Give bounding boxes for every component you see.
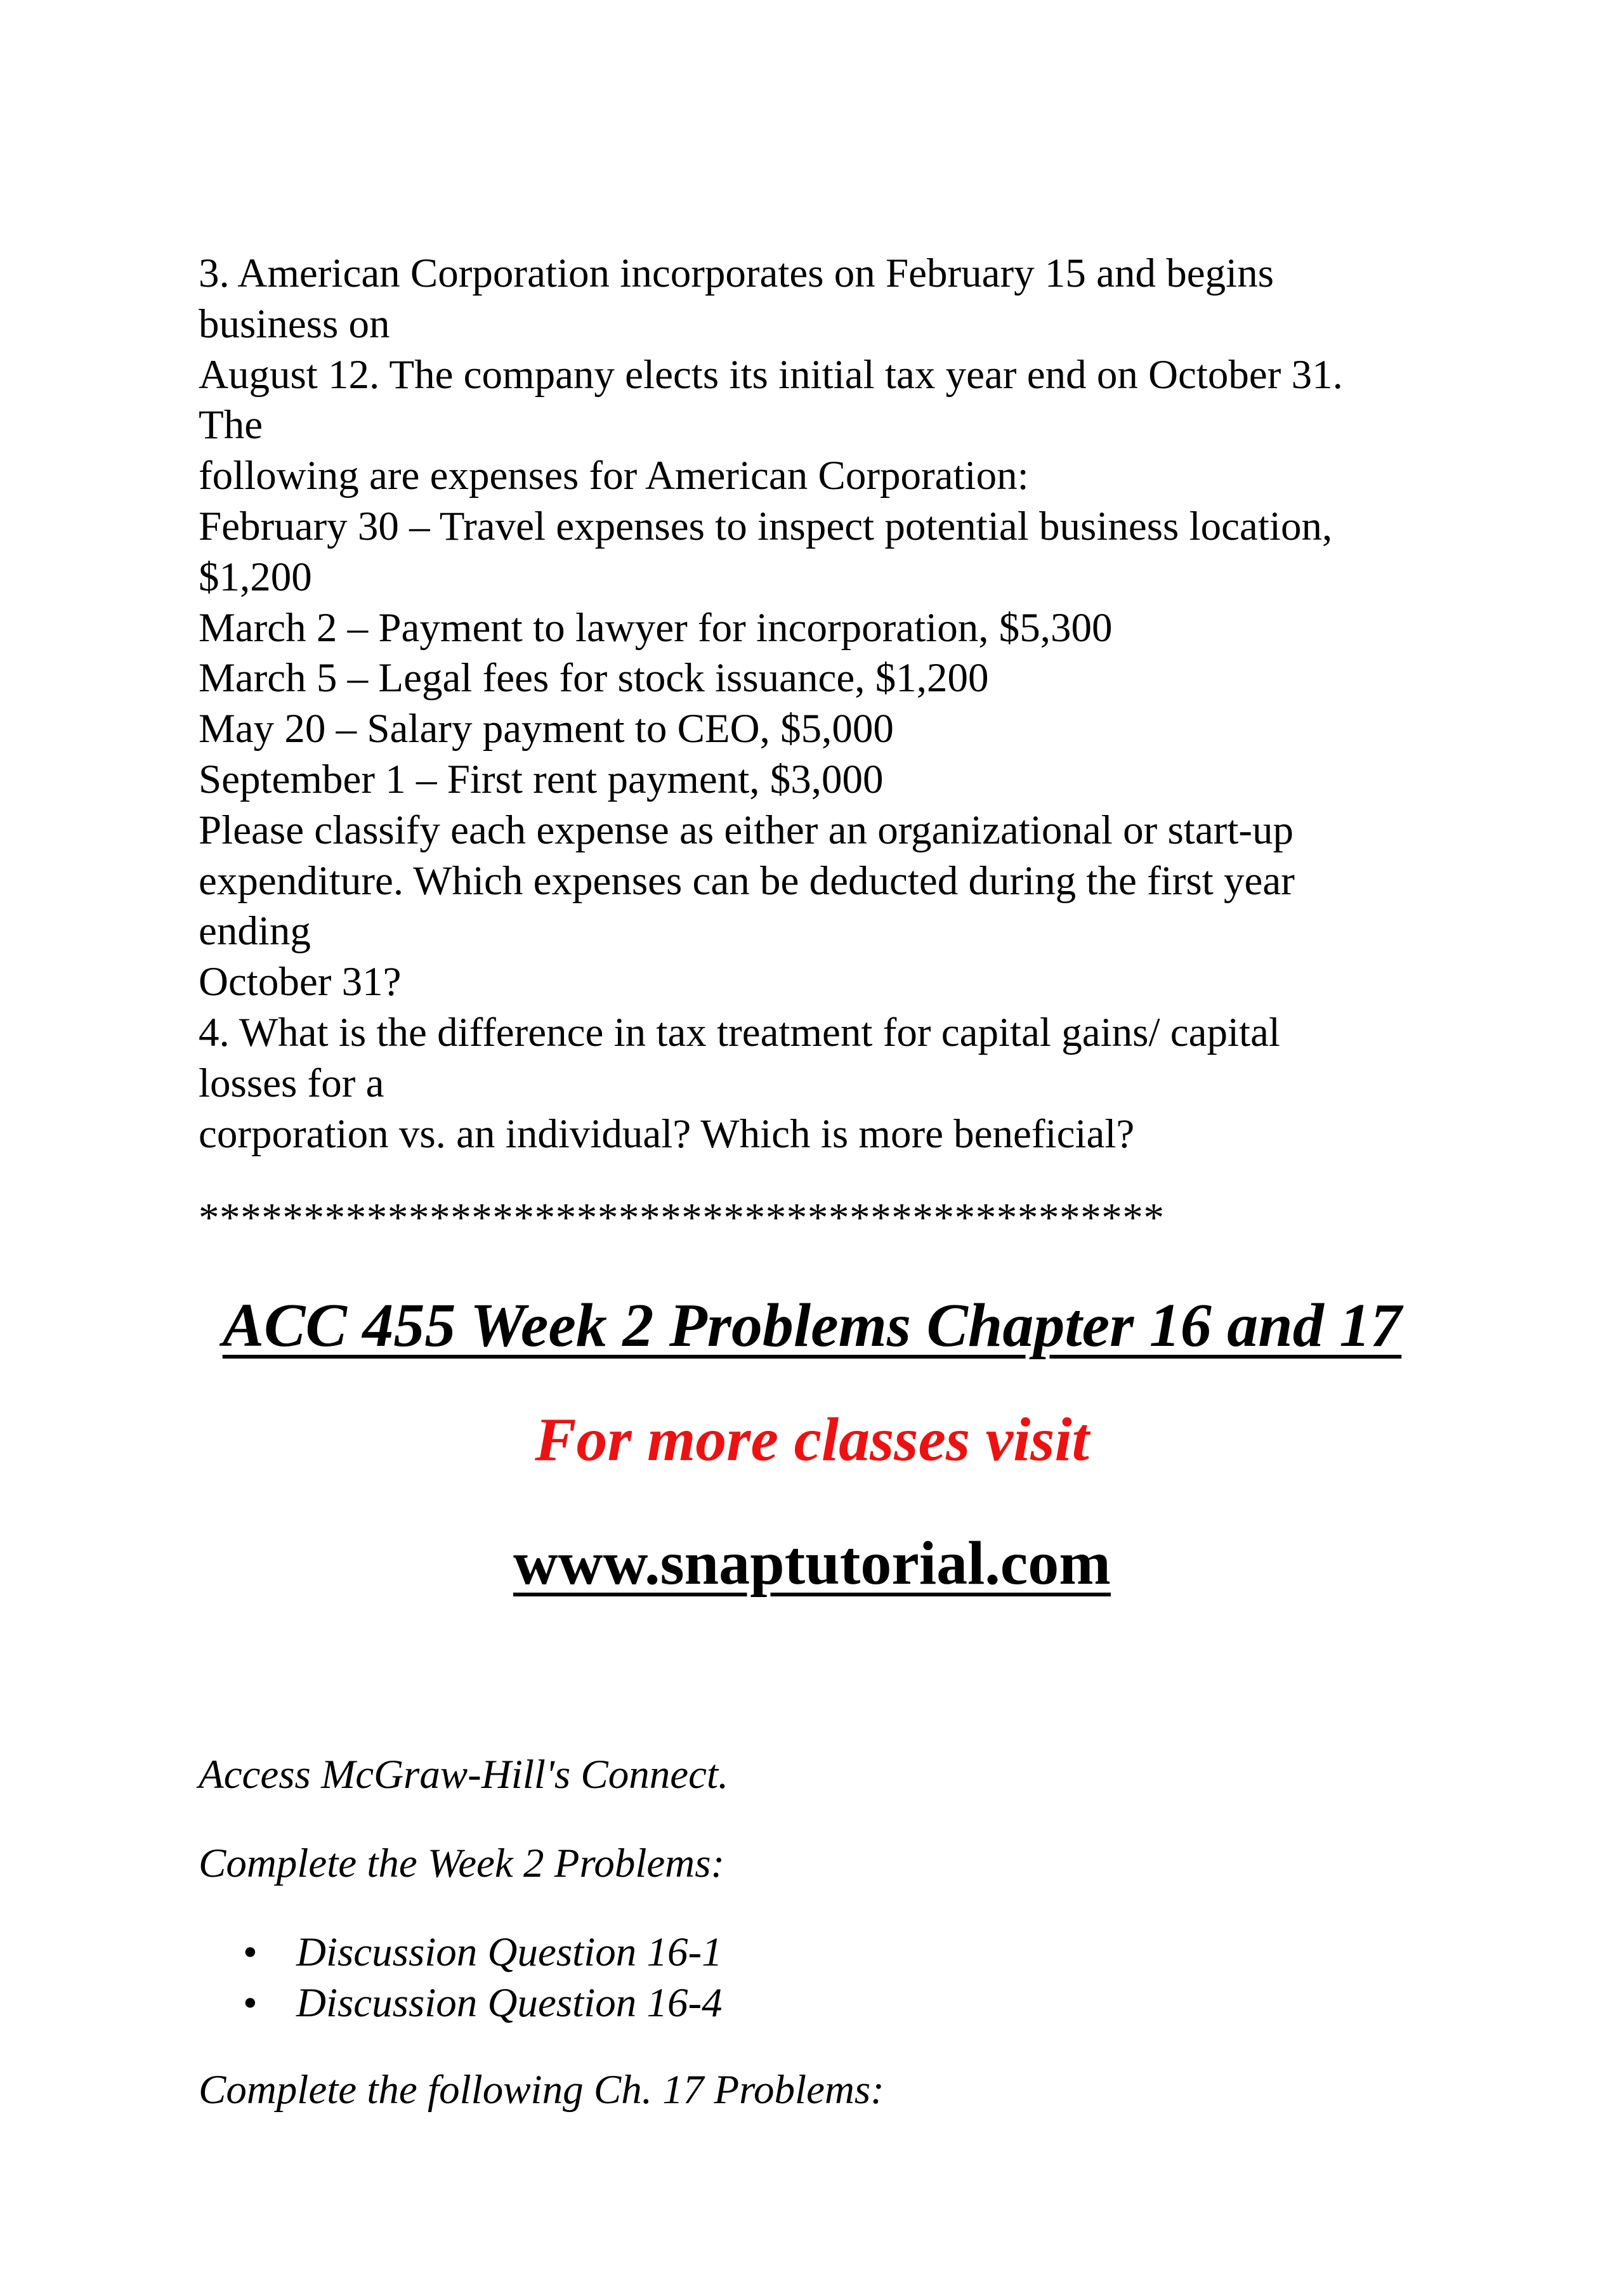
promo-text: For more classes visit	[535, 1406, 1089, 1474]
text-line: October 31?	[199, 959, 402, 1005]
text-line: 3. American Corporation incorporates on February 15 and begins	[199, 251, 1274, 296]
document-title: ACC 455 Week 2 Problems Chapter 16 and 17	[222, 1291, 1402, 1360]
access-instruction: Access McGraw-Hill's Connect.	[199, 1752, 729, 1797]
list-item-label: Discussion Question 16-1	[296, 1929, 723, 1975]
text-line: Please classify each expense as either an organizational or start-up	[199, 807, 1294, 853]
list-item	[199, 1927, 723, 1978]
text-line: expenditure. Which expenses can be deducted during the first year	[199, 858, 1295, 904]
text-line: business on	[199, 301, 390, 347]
text-line: September 1 – First rent payment, $3,000	[199, 756, 884, 802]
text-line: following are expenses for American Corporation:	[199, 453, 1029, 499]
list-item	[199, 1978, 723, 2028]
text-line: 4. What is the difference in tax treatment for capital gains/ capital	[199, 1009, 1280, 1055]
ch17-problems-heading: Complete the following Ch. 17 Problems:	[199, 2067, 884, 2113]
text-line: August 12. The company elects its initial tax year end on October 31.	[199, 351, 1343, 398]
week-problems-heading: Complete the Week 2 Problems:	[199, 1841, 725, 1886]
text-line: losses for a	[199, 1060, 384, 1106]
bullet-icon: •	[243, 1929, 258, 1975]
text-line: $1,200	[199, 554, 312, 600]
text-line: corporation vs. an individual? Which is more beneficial?	[199, 1111, 1135, 1157]
text-line: The	[199, 402, 263, 448]
questions-text	[199, 249, 1467, 1159]
text-line: March 2 – Payment to lawyer for incorporation, $5,300	[199, 604, 1113, 651]
discussion-question-list	[199, 1927, 723, 2028]
bullet-icon: •	[243, 1980, 258, 2026]
text-line: ending	[199, 908, 311, 955]
text-line: May 20 – Salary payment to CEO, $5,000	[199, 706, 894, 752]
list-item-label: Discussion Question 16-4	[296, 1980, 723, 2026]
separator-stars: **********************************************	[199, 1195, 1165, 1241]
website-link[interactable]: www.snaptutorial.com	[513, 1529, 1111, 1598]
text-line: March 5 – Legal fees for stock issuance, $1,200	[199, 655, 989, 701]
text-line: February 30 – Travel expenses to inspect potential business location,	[199, 503, 1333, 549]
